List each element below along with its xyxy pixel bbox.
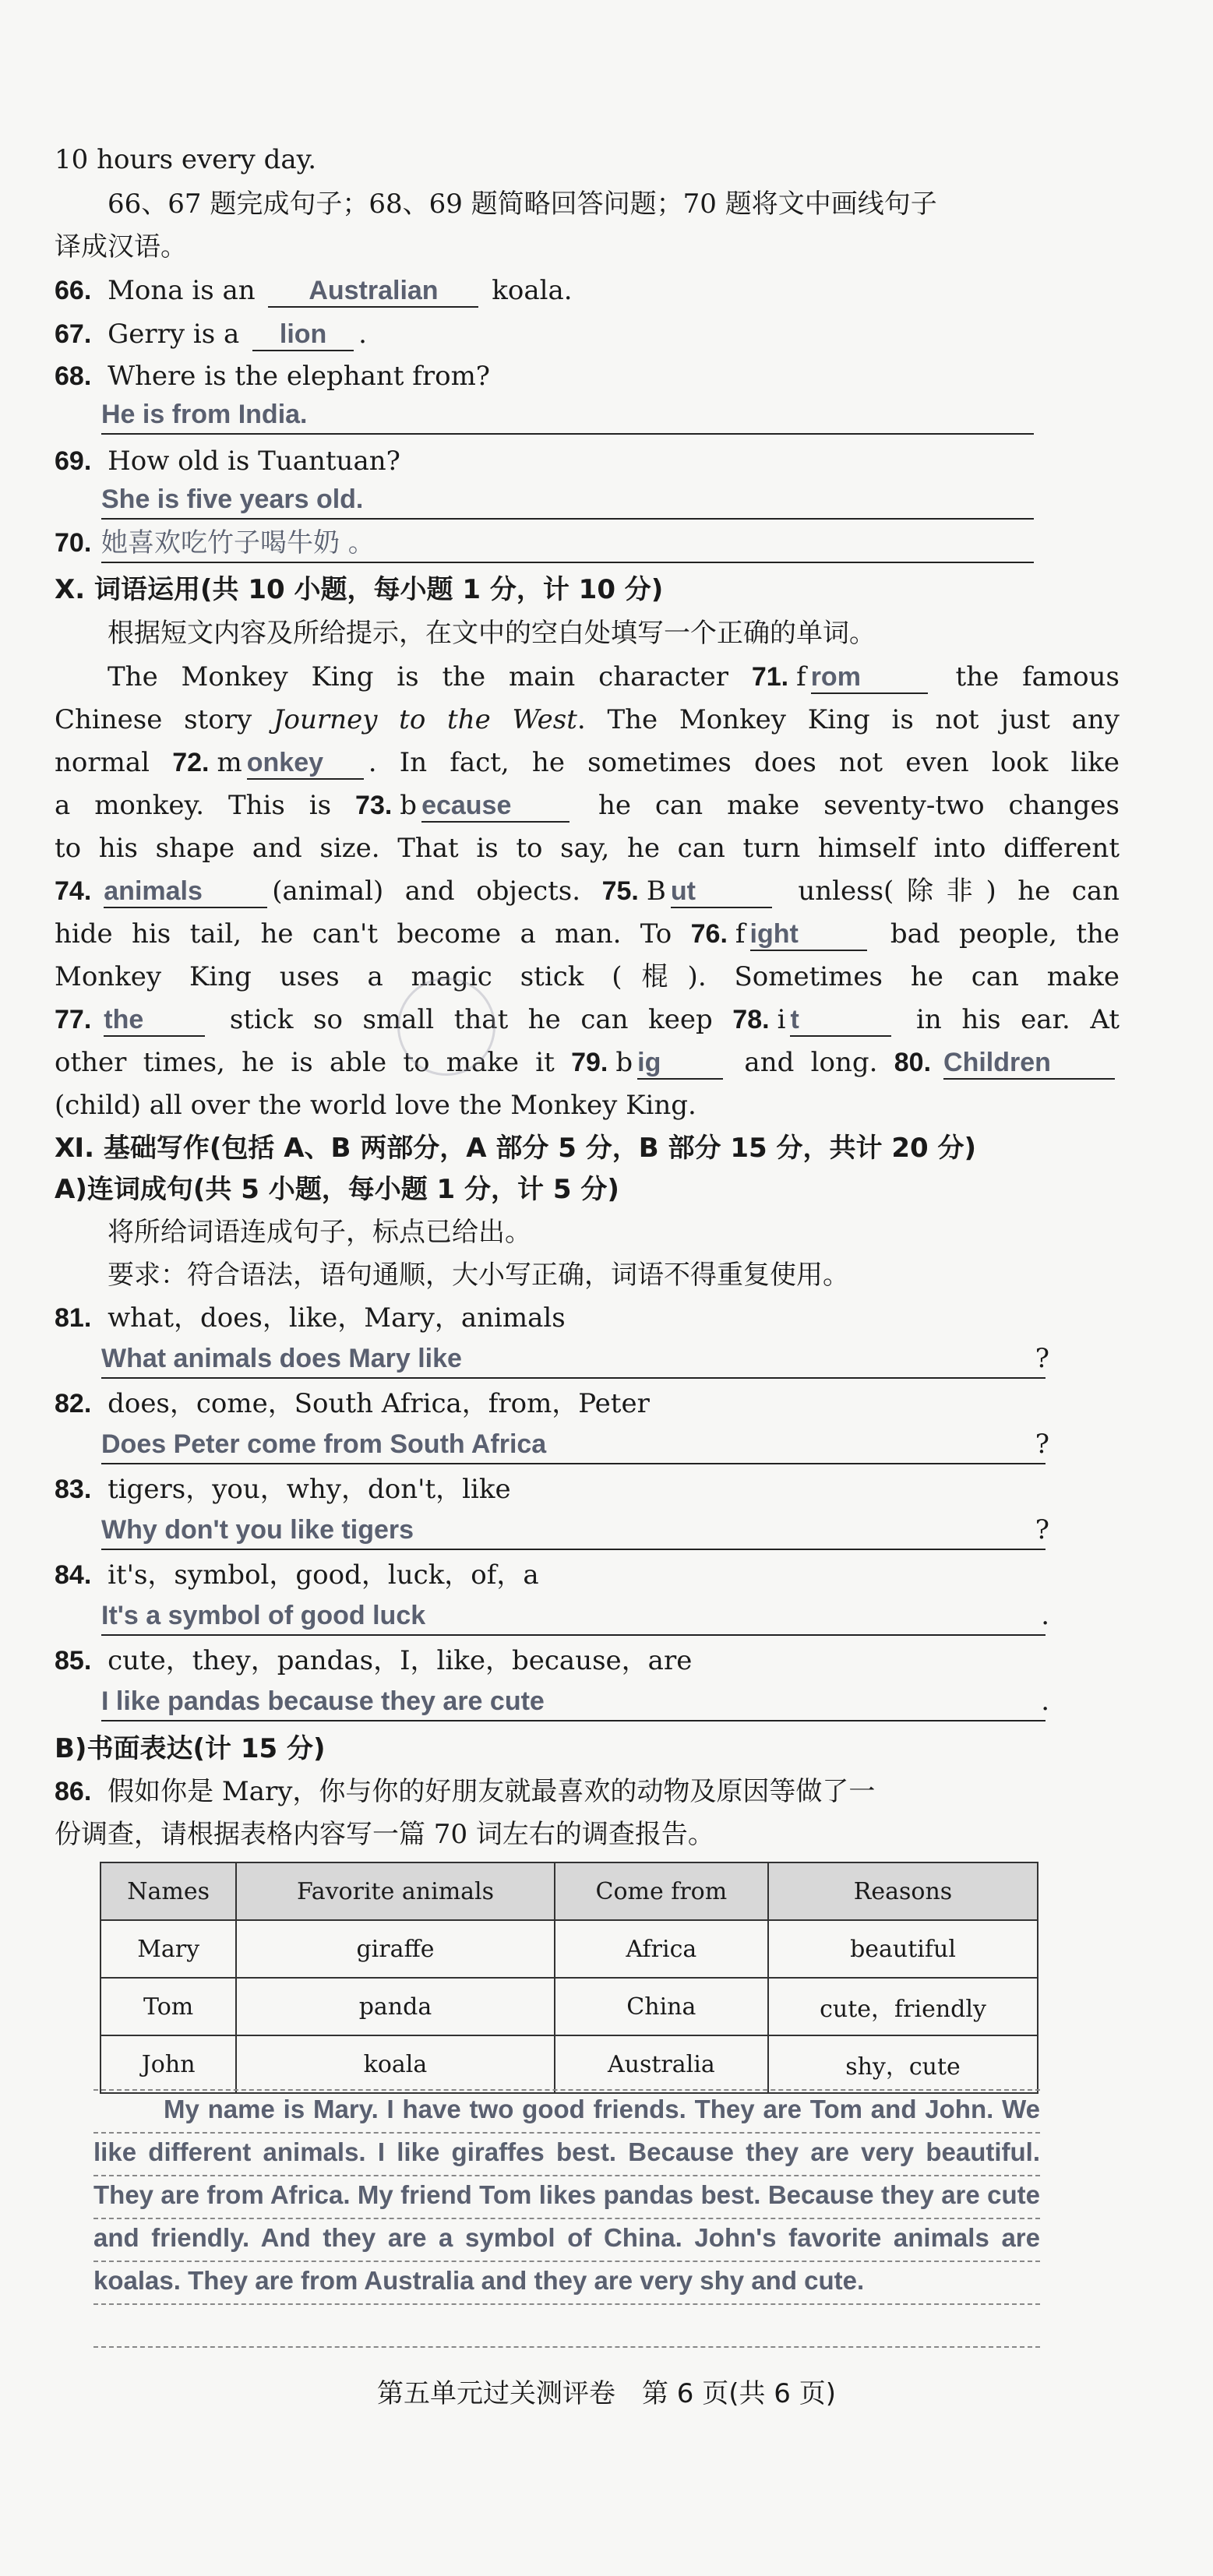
word-list: tigers，you，why，don't，like: [108, 1474, 511, 1505]
table-cell: giraffe: [236, 1920, 554, 1978]
page-footer: 第五单元过关测评卷 第 6 页(共 6 页): [376, 2378, 837, 2409]
table-cell: shy，cute: [768, 2035, 1038, 2093]
answer-line-81: What animals does Mary like: [101, 1340, 1046, 1379]
end-punct-84: .: [1041, 1600, 1049, 1631]
column-header: Names: [100, 1862, 236, 1920]
answer-line-69: She is five years old.: [101, 481, 1034, 520]
question-82: [55, 1383, 1120, 1425]
question-number: 66.: [55, 276, 92, 305]
table-row: [100, 1978, 1038, 2035]
answer-line-82: Does Peter come from South Africa: [101, 1425, 1046, 1464]
passage-line-11: (child) all over the world love the Monkey King.: [55, 1090, 696, 1121]
question-86-line-2: 份调查，请根据表格内容写一篇 70 词左右的调查报告。: [55, 1819, 714, 1850]
question-number: 70.: [55, 528, 92, 558]
table-cell: koala: [236, 2035, 554, 2093]
table-row: [100, 2035, 1038, 2093]
essay-rule: [93, 2346, 1040, 2348]
essay-rule: [93, 2303, 1040, 2305]
section-10-title: Ⅹ. 词语运用(共 10 小题，每小题 1 分，计 10 分): [55, 574, 664, 605]
table-cell: Tom: [100, 1978, 236, 2035]
passage-line-8: Monkey King uses a magic stick (棍). Sometimes he can make: [55, 961, 1120, 992]
answer-blank-71: rom: [811, 661, 928, 694]
part-b-title: B)书面表达(计 15 分): [55, 1733, 326, 1764]
question-number: 83.: [55, 1475, 92, 1504]
table-cell: beautiful: [768, 1920, 1038, 1978]
question-86-line-1: [55, 1771, 1120, 1813]
word-list: does，come，South Africa，from，Peter: [108, 1388, 650, 1419]
word-list: what，does，like，Mary，animals: [108, 1302, 566, 1334]
part-a-instruction-2: 要求：符合语法，语句通顺，大小写正确，词语不得重复使用。: [108, 1260, 849, 1291]
section-11-title: Ⅺ. 基础写作(包括 A、B 两部分，A 部分 5 分，B 部分 15 分，共计 20 分): [55, 1133, 977, 1164]
passage-line-4: a monkey. This is 73. b ecause he can make seventy-two changes: [55, 790, 1120, 821]
answer-blank-72: onkey: [247, 747, 364, 780]
question-text: Gerry is a: [108, 319, 240, 350]
question-text-end: .: [358, 319, 367, 350]
survey-table: [100, 1862, 1038, 2094]
question-number: 82.: [55, 1389, 92, 1418]
instructions-line-2: [55, 226, 1120, 268]
end-punct-81: ?: [1035, 1343, 1049, 1374]
word-list: cute，they，pandas，I，like，because，are: [108, 1645, 693, 1676]
passage-line-9: 77. the stick so small that he can keep 78. i t in his ear. At: [55, 1004, 1120, 1035]
passage-line-2: Chinese story Journey to the West. The Monkey King is not just any: [55, 704, 1120, 735]
answer-blank-78: t: [790, 1004, 891, 1037]
column-header: Come from: [555, 1862, 768, 1920]
section-10-instruction: 根据短文内容及所给提示，在文中的空白处填写一个正确的单词。: [108, 618, 876, 649]
answer-blank-75: ut: [671, 876, 772, 908]
question-number: 68.: [55, 361, 92, 391]
end-punct-83: ?: [1035, 1514, 1049, 1545]
passage-line-5: to his shape and size. That is to say, he can turn himself into different: [55, 833, 1120, 864]
table-row: [100, 1920, 1038, 1978]
instructions-line-1: [55, 183, 1120, 225]
question-number: 69.: [55, 446, 92, 476]
answer-blank-76: ight: [750, 918, 867, 951]
question-83: [55, 1468, 1120, 1510]
question-68: [55, 355, 1120, 397]
passage-line-7: hide his tail, he can't become a man. To 76. f ight bad people, the: [55, 918, 1120, 950]
word-list: it's，symbol，good，luck，of，a: [108, 1559, 539, 1591]
column-header: Favorite animals: [236, 1862, 554, 1920]
instructions-text-2: 译成汉语。: [55, 231, 187, 263]
question-number: 85.: [55, 1646, 92, 1676]
answer-blank-74: animals: [104, 876, 267, 908]
instructions-text-1: 66、67 题完成句子；68、69 题简略回答问题；70 题将文中画线句子: [108, 189, 937, 220]
table-cell: China: [555, 1978, 768, 2035]
question-number: 86.: [55, 1777, 92, 1806]
passage-line-10: other times, he is able to make it 79. b ig and long. 80. Children: [55, 1041, 1120, 1084]
table-header-row: [100, 1862, 1038, 1920]
answer-line-85: I like pandas because they are cute: [101, 1683, 1046, 1721]
table-cell: cute，friendly: [768, 1978, 1038, 2035]
table-cell: panda: [236, 1978, 554, 2035]
question-81: [55, 1297, 1120, 1339]
question-85: [55, 1640, 1120, 1682]
question-69: [55, 440, 1120, 482]
answer-blank-73: ecause: [421, 790, 569, 823]
intro-line: 10 hours every day.: [55, 144, 317, 175]
answer-blank: lion: [252, 319, 354, 351]
table-cell: Africa: [555, 1920, 768, 1978]
watermark-stamp: [397, 978, 495, 1076]
question-number: 81.: [55, 1303, 92, 1333]
table-cell: Australia: [555, 2035, 768, 2093]
question-text: Mona is an: [108, 275, 256, 306]
question-66: [55, 270, 1120, 312]
end-punct-82: ?: [1035, 1429, 1049, 1460]
answer-blank: Australian: [268, 275, 478, 308]
passage-line-6: 74. animals (animal) and objects. 75. B ut unless(除非) he can: [55, 876, 1120, 907]
answer-line-68: He is from India.: [101, 396, 1034, 435]
part-a-title: A)连词成句(共 5 小题，每小题 1 分，计 5 分): [55, 1174, 619, 1205]
essay-answer: My name is Mary. I have two good friends. They are Tom and John. We like different animals. I like giraffes best. Because they are very beautiful. They are from Africa. My friend Tom likes pandas best. Because they are cute and friendly. And they are a symbol of China. John's favorite animals are koalas. They are from Australia and they are very shy and cute.: [93, 2095, 1040, 2295]
question-number: 84.: [55, 1560, 92, 1590]
answer-blank-79: ig: [637, 1047, 723, 1080]
answer-line-70: 她喜欢吃竹子喝牛奶 。: [101, 524, 1034, 563]
end-punct-85: .: [1041, 1686, 1049, 1717]
answer-blank-77: the: [104, 1004, 205, 1037]
question-67: [55, 313, 1120, 355]
column-header: Reasons: [768, 1862, 1038, 1920]
question-number: 67.: [55, 319, 92, 349]
passage-line-3: normal 72. m onkey . In fact, he sometimes does not even look like: [55, 747, 1120, 778]
question-text: How old is Tuantuan?: [108, 446, 400, 477]
table-cell: John: [100, 2035, 236, 2093]
question-text-end: koala.: [492, 275, 573, 306]
answer-blank-80: Children: [943, 1047, 1115, 1080]
question-text: 假如你是 Mary，你与你的好朋友就最喜欢的动物及原因等做了一: [108, 1776, 876, 1807]
part-a-instruction-1: 将所给词语连成句子，标点已给出。: [108, 1217, 531, 1248]
passage-line-1: The Monkey King is the main character 71. f rom the famous: [108, 661, 1120, 692]
question-84: [55, 1554, 1120, 1596]
question-text: Where is the elephant from?: [108, 361, 491, 392]
answer-line-84: It's a symbol of good luck: [101, 1597, 1046, 1636]
answer-line-83: Why don't you like tigers: [101, 1511, 1046, 1550]
table-cell: Mary: [100, 1920, 236, 1978]
